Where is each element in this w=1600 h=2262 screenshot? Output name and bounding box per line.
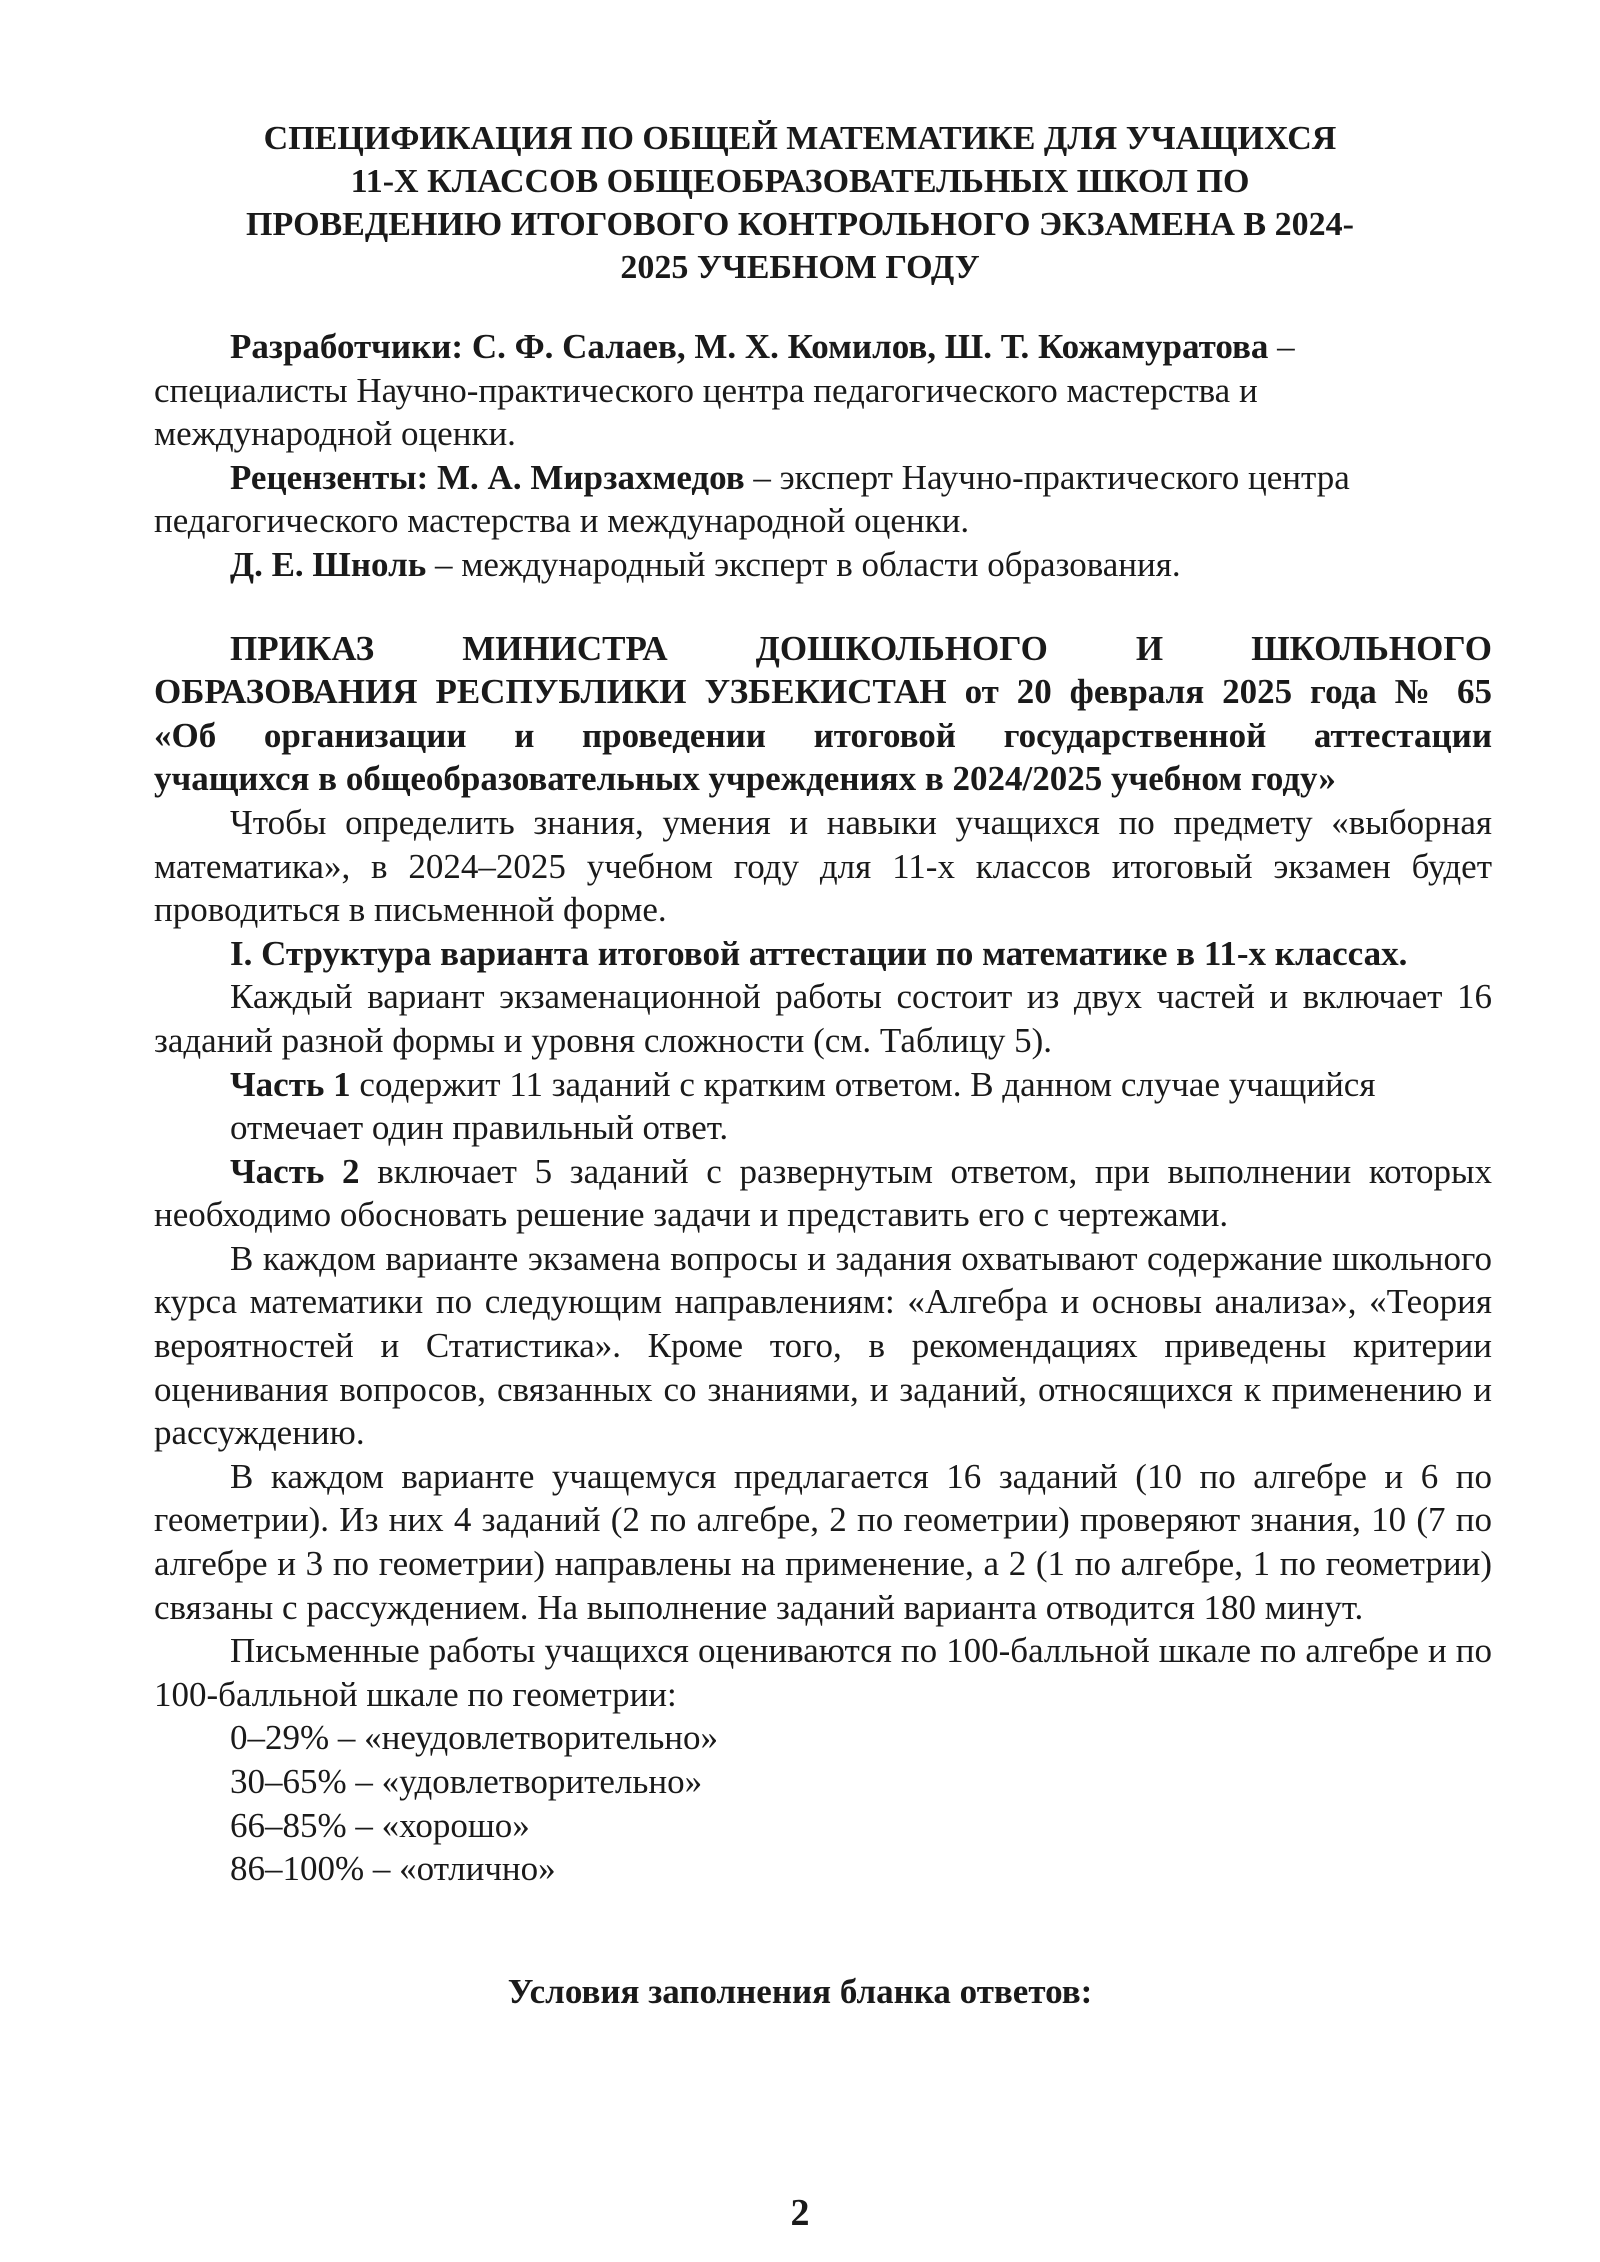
grading-paragraph: Письменные работы учащихся оцениваются по 100-балльной шкале по алгебре и по 100-балльной шкале по геометрии:	[154, 1631, 1492, 1714]
grade-item: 30–65% – «удовлетворительно»	[230, 1762, 703, 1801]
second-reviewer-paragraph	[154, 543, 1492, 587]
developers-label: Разработчики: С. Ф. Салаев, М. Х. Комилов, Ш. Т. Кожамуратова	[230, 327, 1269, 366]
part1-label: Часть 1	[230, 1064, 351, 1104]
order-word: ДОШКОЛЬНОГО	[755, 628, 1048, 668]
order-word: МИНИСТРА	[462, 628, 668, 668]
title-line: ПРОВЕДЕНИЮ ИТОГОВОГО КОНТРОЛЬНОГО ЭКЗАМЕНА В 2024-	[246, 206, 1354, 243]
title-line: 2025 УЧЕБНОМ ГОДУ	[620, 249, 980, 286]
order-heading-line: ОБРАЗОВАНИЯ РЕСПУБЛИКИ УЗБЕКИСТАН от 20 февраля 2025 года № 65	[154, 672, 1492, 712]
intro-paragraph: Чтобы определить знания, умения и навыки учащихся по предмету «выборная математика», в 2024–2025 учебном году для 11-х классов итоговый экзамен будет проводиться в письменной форме.	[154, 802, 1492, 930]
title-line: 11-Х КЛАССОВ ОБЩЕОБРАЗОВАТЕЛЬНЫХ ШКОЛ ПО	[350, 163, 1250, 200]
content-paragraph: В каждом варианте экзамена вопросы и задания охватывают содержание школьного курса математики по следующим направлениям: «Алгебра и основы анализа», «Теория вероятностей и Статистика». Кроме того, в рекомендациях приведены критерии оценивания вопросов, связанных со знаниями, и заданий, относящихся к применению и рассуждению.	[154, 1238, 1492, 1453]
part1-paragraph	[154, 1063, 1492, 1150]
second-reviewer-label: Д. Е. Шноль	[230, 544, 427, 584]
structure-paragraph: Каждый вариант экзаменационной работы состоит из двух частей и включает 16 заданий разной формы и уровня сложности (см. Таблицу 5).	[154, 977, 1492, 1060]
order-word: И	[1135, 628, 1164, 668]
grade-item: 86–100% – «отлично»	[230, 1849, 556, 1889]
order-heading-line: «Об организации и проведении итоговой государственной аттестации	[154, 715, 1492, 755]
order-heading-line: учащихся в общеобразовательных учреждениях в 2024/2025 учебном году»	[154, 759, 1336, 799]
order-heading-line	[154, 627, 1492, 671]
order-word: ШКОЛЬНОГО	[1251, 628, 1492, 668]
grades-list	[154, 1716, 1492, 1890]
order-word: ПРИКАЗ	[230, 628, 375, 668]
developers-paragraph	[154, 325, 1492, 456]
title-line: СПЕЦИФИКАЦИЯ ПО ОБЩЕЙ МАТЕМАТИКЕ ДЛЯ УЧАЩИХСЯ	[263, 120, 1337, 157]
section1-heading: I. Структура варианта итоговой аттестации по математике в 11-х классах.	[230, 933, 1408, 973]
reviewers-paragraph	[154, 456, 1492, 543]
answer-sheet-heading: Условия заполнения бланка ответов:	[507, 1972, 1093, 2011]
second-reviewer-text: – международный эксперт в области образования.	[426, 544, 1181, 584]
document-title	[220, 117, 1380, 289]
part2-paragraph	[154, 1150, 1492, 1237]
page-number: 2	[790, 2192, 810, 2234]
reviewers-text: – эксперт Научно-практического центра педагогического мастерства и международной оценки.	[154, 457, 1350, 541]
grade-item: 66–85% – «хорошо»	[230, 1805, 530, 1845]
reviewers-label: Рецензенты: М. А. Мирзахмедов	[230, 457, 745, 497]
part1-text: содержит 11 заданий с кратким ответом. В данном случае учащийся отмечает один правильный ответ.	[230, 1064, 1376, 1148]
part2-label: Часть 2	[230, 1151, 360, 1191]
tasks-paragraph: В каждом варианте учащемуся предлагается 16 заданий (10 по алгебре и 6 по геометрии). Из них 4 заданий (2 по алгебре, 2 по геометрии) проверяют знания, 10 (7 по алгебре и 3 по геометрии) направлены на применение, а 2 (1 по алгебре, 1 по геометрии) связаны с рассуждением. На выполнение заданий варианта отводится 180 минут.	[154, 1456, 1492, 1627]
order-heading	[154, 627, 1492, 801]
document-body	[154, 325, 1492, 1891]
developers-text: – специалисты Научно-практического центра педагогического мастерства и международной оценки.	[154, 327, 1295, 454]
grade-item: 0–29% – «неудовлетворительно»	[230, 1718, 719, 1758]
part2-text: включает 5 заданий с развернутым ответом, при выполнении которых необходимо обосновать решение задачи и представить его с чертежами.	[154, 1151, 1492, 1235]
